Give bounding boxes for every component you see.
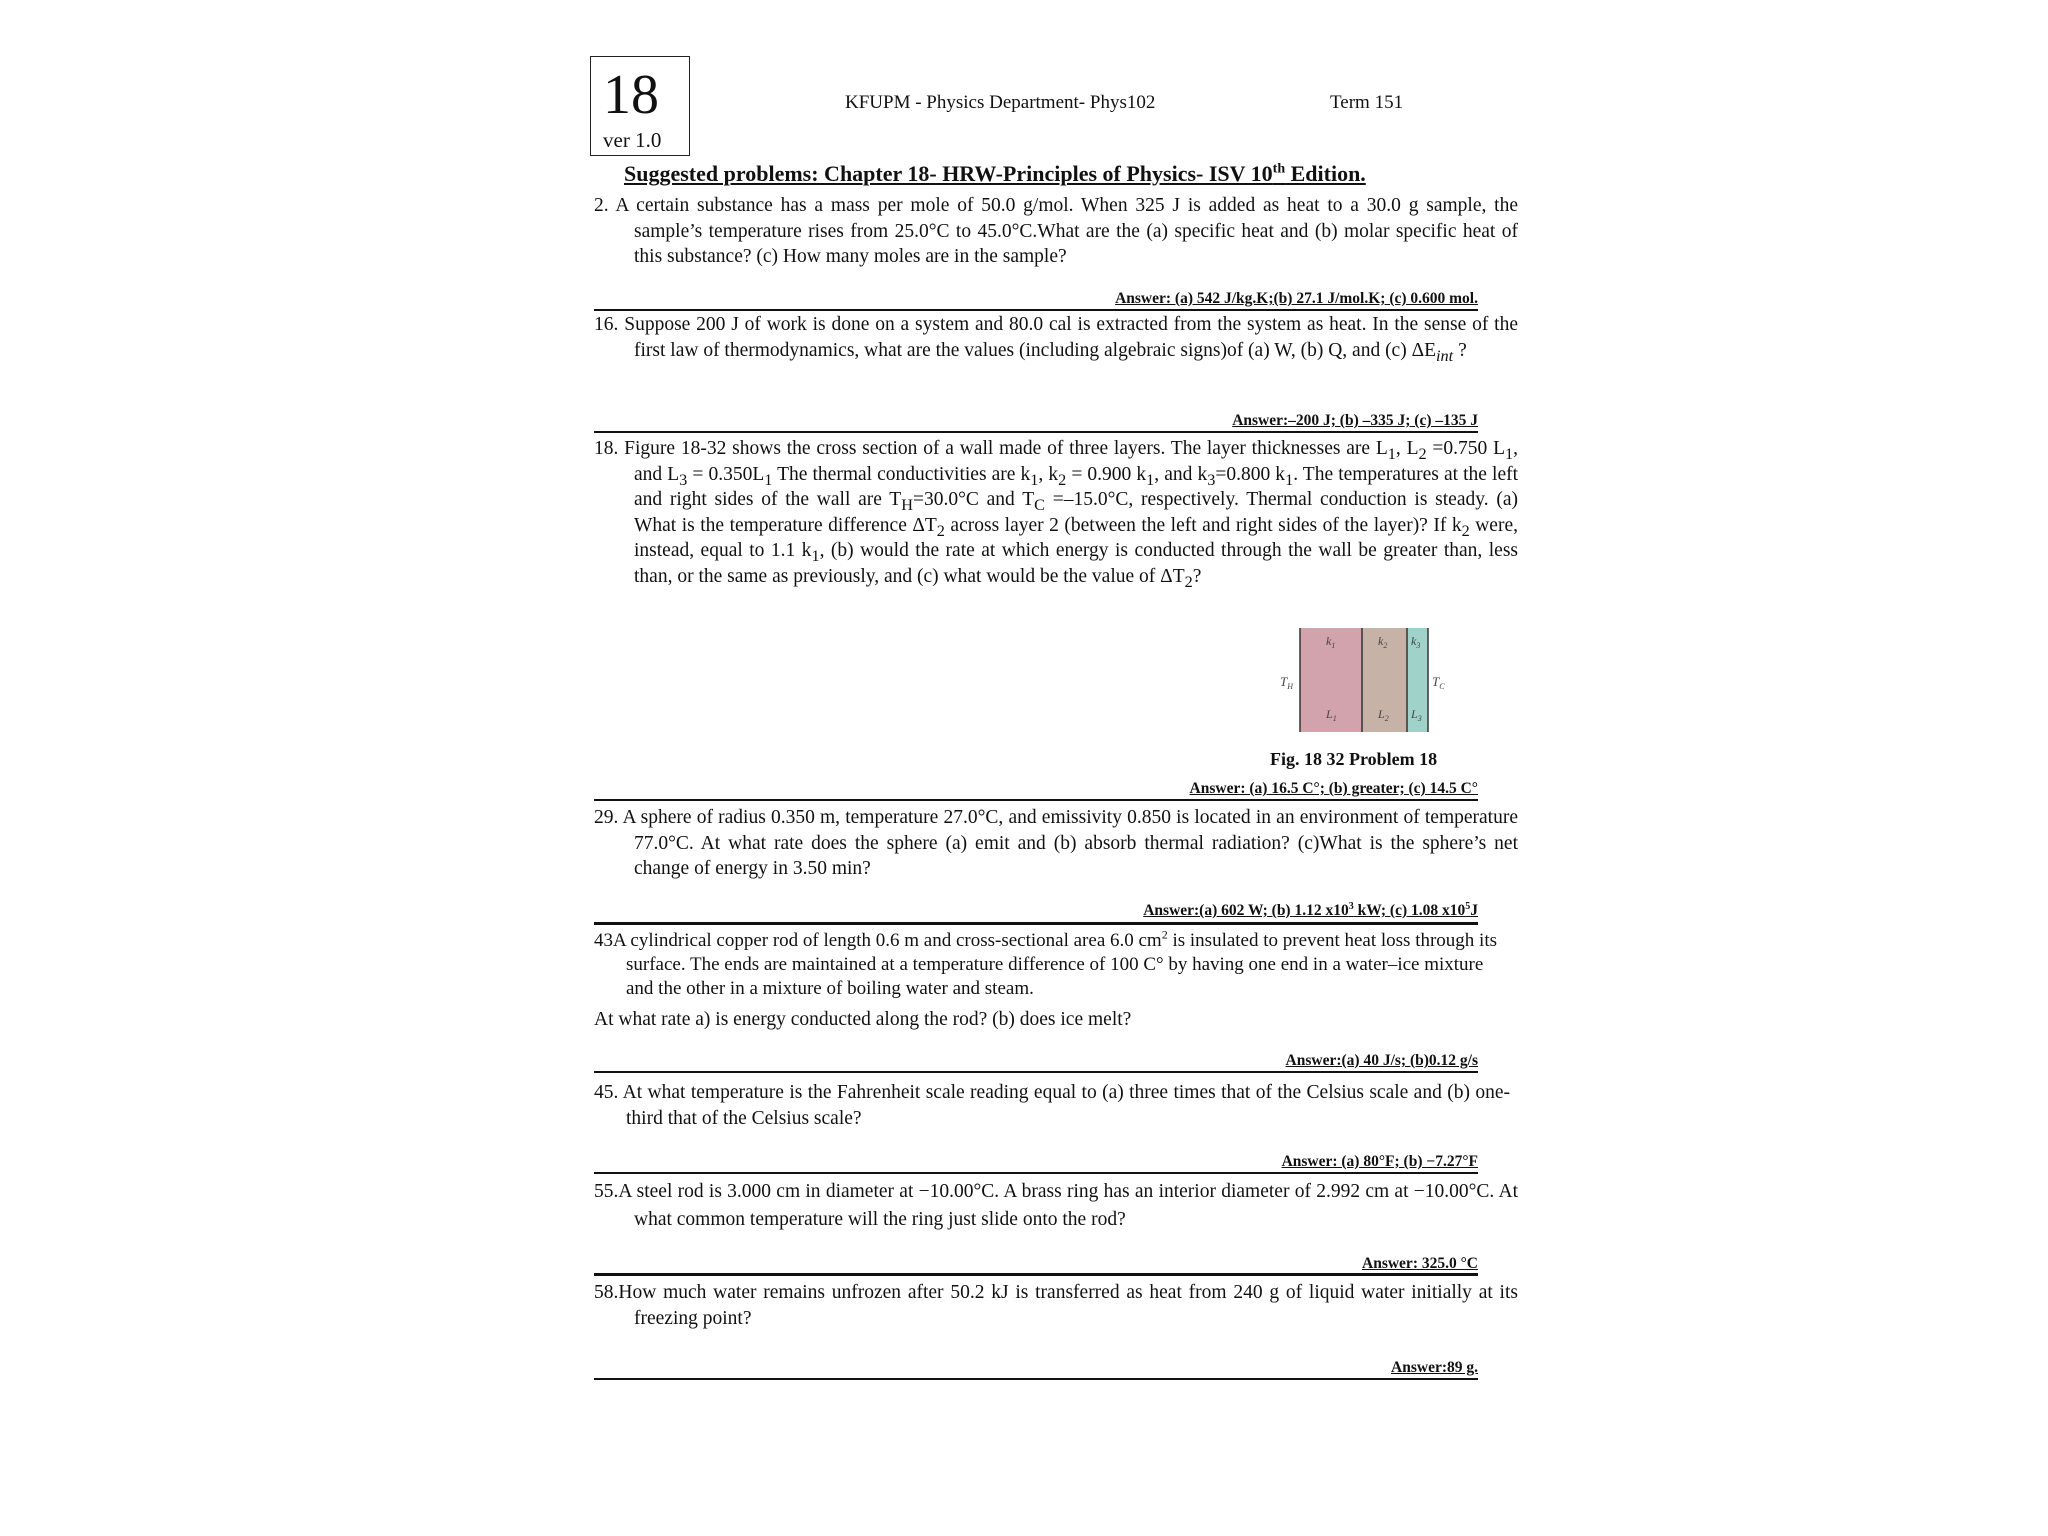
chapter-version: ver 1.0	[603, 128, 662, 152]
title-superscript: th	[1272, 161, 1286, 177]
problem-text: A cylindrical copper rod of length 0.6 m and cross-sectional area 6.0 cm	[613, 930, 1162, 951]
problem-text-part: , (b) would the rate at which energy is conducted through the wall be greater than, less than, or the same as previously, and (c) what would be the value of ΔT	[634, 540, 1518, 587]
page-title	[624, 159, 1484, 189]
problem-55	[594, 1178, 1518, 1234]
divider	[594, 1071, 1478, 1073]
divider	[594, 431, 1478, 433]
problem-number: 29.	[594, 807, 619, 828]
answer-18: Answer: (a) 16.5 C°; (b) greater; (c) 14.5 C°	[1189, 780, 1478, 797]
problem-text-part: . The temperatures at the left and right sides of the wall are T	[634, 463, 1519, 510]
problem-text-part: were, instead, equal to 1.1 k	[634, 514, 1518, 561]
problem-number: 55.	[594, 1181, 619, 1202]
problem-text: A sphere of radius 0.350 m, temperature 27.0°C, and emissivity 0.850 is located in an environment of temperature 77.0°C. At what rate does the sphere (a) emit and (b) absorb thermal radiation? (c)What is the sphere’s net change of energy in 3.50 min?	[622, 807, 1518, 879]
problem-subscript: 1	[1030, 470, 1039, 489]
problem-text-part: =0.750 L	[1426, 438, 1505, 459]
label-k2: $k_2$	[1378, 634, 1388, 650]
problem-text-part: ?	[1192, 565, 1202, 587]
problem-text-part: =0.800 k	[1215, 463, 1286, 485]
term-label: Term 151	[1330, 92, 1404, 113]
problem-text-part: = 0.350L	[687, 463, 765, 485]
department-header: KFUPM - Physics Department- Phys102	[845, 92, 1156, 113]
problem-18	[594, 436, 1518, 589]
problem-text-part: across layer 2 (between the left and right sides of the layer)? If k	[944, 514, 1462, 536]
divider	[594, 799, 1478, 801]
figure-caption: Fig. 18 32 Problem 18	[1270, 749, 1438, 769]
problem-subscript: int	[1436, 346, 1454, 365]
answer-29: Answer:(a) 602 W; (b) 1.12 $x10^3$ kW; (c) 1.08 $x10^5J$	[1143, 900, 1478, 919]
label-th: $T_H$	[1280, 674, 1294, 691]
label-l1: $L_1$	[1326, 707, 1337, 723]
problem-number: 58.	[594, 1282, 619, 1303]
problem-subscript: 1	[811, 546, 820, 565]
title-tail: Edition.	[1285, 161, 1366, 186]
problem-subscript: 3	[1207, 470, 1216, 489]
problem-subscript: H	[901, 495, 913, 514]
label-l3: $L_3$	[1411, 707, 1422, 723]
problem-45	[594, 1080, 1510, 1131]
problem-text-part: , and L	[634, 438, 1518, 485]
divider	[594, 309, 1478, 311]
problem-subscript: 1	[1285, 470, 1294, 489]
problem-text: A steel rod is 3.000 cm in diameter at −10.00°C. A brass ring has an interior diameter of 2.992 cm at −10.00°C. At what common temperature will the ring just slide onto the rod?	[618, 1181, 1518, 1230]
answer-43: Answer:(a) 40 J/s; (b)0.12 g/s	[1285, 1052, 1478, 1069]
problem-58	[594, 1280, 1518, 1331]
problem-subscript: 2	[1418, 444, 1427, 463]
problem-text-part: , and k	[1154, 463, 1208, 485]
problem-text-part: , k	[1038, 463, 1059, 485]
problem-text: Suppose 200 J of work is done on a system and 80.0 cal is extracted from the system as heat. In the sense of the first law of thermodynamics, what are the values (including algebraic signs)of (a) W, (b) Q, and (c) ΔE	[624, 314, 1519, 361]
label-k3: $k_3$	[1411, 634, 1421, 650]
problem-text-part: = 0.900 k	[1066, 463, 1147, 485]
answer-16: Answer:–200 J; (b) –335 J; (c) –135 J	[1232, 412, 1478, 429]
problem-text-part: =30.0°C and T	[912, 489, 1035, 510]
problem-subscript: C	[1034, 495, 1045, 514]
problem-text-part: The thermal conductivities are k	[772, 463, 1031, 485]
problem-43	[594, 929, 1510, 1001]
problem-text: A certain substance has a mass per mole of 50.0 g/mol. When 325 J is added as heat to a 30.0 g sample, the sample’s temperature rises from 25.0°C to 45.0°C.What are the (a) specific heat and (b) molar specific heat of this substance? (c) How many moles are in the sample?	[615, 195, 1518, 267]
problem-text-part: , L	[1395, 438, 1419, 459]
divider	[594, 922, 1478, 925]
problem-text: At what temperature is the Fahrenheit scale reading equal to (a) three times that of the Celsius scale and (b) one-third that of the Celsius scale?	[618, 1082, 1510, 1129]
answer-45: Answer: (a) 80°F; (b) −7.27°F	[1281, 1153, 1478, 1170]
problem-subscript: 1	[1146, 470, 1155, 489]
problem-subscript: 3	[679, 470, 688, 489]
chapter-box	[590, 56, 690, 156]
title-main: Suggested problems: Chapter 18- HRW-Principles of Physics- ISV 10	[624, 161, 1273, 186]
figure-wall-layers	[1270, 628, 1450, 738]
problem-29	[594, 805, 1518, 882]
label-l2: $L_2$	[1378, 707, 1389, 723]
problem-text: How much water remains unfrozen after 50.2 kJ is transferred as heat from 240 g of liquid water initially at its freezing point?	[618, 1282, 1518, 1329]
problem-16	[594, 312, 1518, 363]
answer-55: Answer: 325.0 °C	[1362, 1255, 1478, 1272]
problem-text-part: =–15.0°C, respectively. Thermal conduction is steady. (a) What is the temperature difference ΔT	[634, 489, 1518, 536]
problem-number: 18.	[594, 438, 619, 459]
wall-diagram	[1270, 628, 1450, 738]
problem-number: 2.	[594, 195, 609, 216]
problem-number: 16.	[594, 314, 619, 335]
problem-subscript: 2	[936, 521, 945, 540]
label-tc: $T_C$	[1432, 674, 1445, 691]
problem-subscript: 1	[1505, 444, 1514, 463]
problem-number: 45.	[594, 1082, 619, 1103]
answer-58: Answer:89 g.	[1391, 1359, 1478, 1376]
divider	[594, 1378, 1478, 1380]
problem-subscript: 1	[1387, 444, 1396, 463]
problem-subscript: 2	[1058, 470, 1067, 489]
problem-43-followup: At what rate a) is energy conducted along the rod? (b) does ice melt?	[594, 1009, 1132, 1030]
problem-number: 43	[594, 930, 613, 951]
problem-2	[594, 193, 1518, 270]
problem-text-tail: ?	[1453, 339, 1467, 361]
chapter-number: 18	[603, 64, 659, 126]
problem-superscript: 2	[1161, 927, 1168, 942]
problem-text	[624, 438, 1519, 591]
problem-text-tail: is insulated to prevent heat loss through its surface. The ends are maintained at a temperature difference of 100 C° by having one end in a water–ice mixture and the other in a mixture of boiling water and steam.	[626, 930, 1498, 999]
divider	[594, 1172, 1478, 1174]
problem-subscript: 2	[1184, 572, 1193, 591]
divider	[594, 1273, 1478, 1276]
answer-2: Answer: (a) 542 J/kg.K;(b) 27.1 J/mol.K; (c) 0.600 mol.	[1115, 290, 1478, 307]
problem-text-part: Figure 18-32 shows the cross section of a wall made of three layers. The layer thicknesses are L	[624, 438, 1388, 459]
problem-subscript: 2	[1461, 521, 1470, 540]
problem-subscript: 1	[764, 470, 773, 489]
label-k1: $k_1$	[1326, 634, 1336, 650]
